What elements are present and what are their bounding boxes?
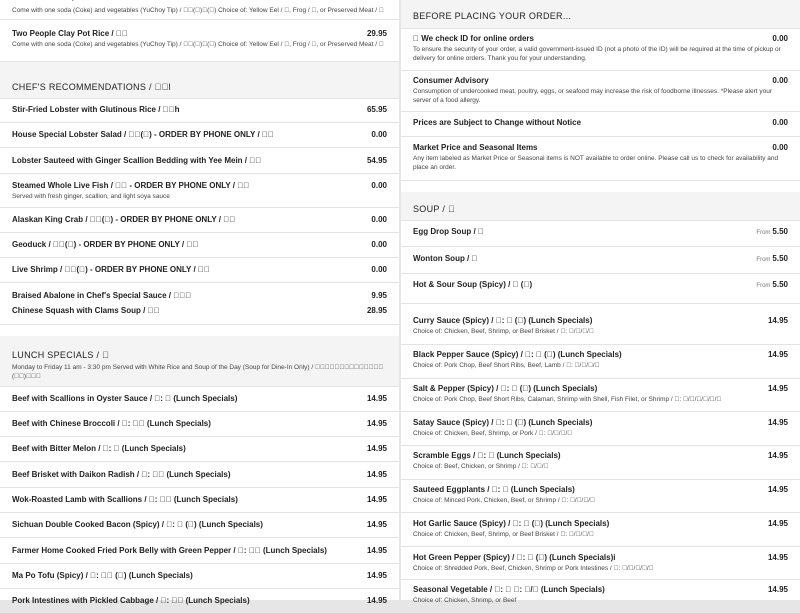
- menu-item-price: 14.95: [366, 495, 387, 504]
- menu-item-description: Choice of: Chicken, Beef, Shrimp, or Beef Brisket / 𠄀: 𠄀/𠄀/𠄀/𠄀: [413, 531, 594, 538]
- menu-item-price: 14.95: [366, 419, 387, 428]
- menu-item-price: From 5.50: [756, 280, 788, 289]
- section-title: BEFORE PLACING YOUR ORDER...: [413, 11, 572, 21]
- menu-item-price: 14.95: [767, 519, 788, 528]
- menu-item-name: Curry Sauce (Spicy) / 𠄀: 𠄀 (𠄀) (Lunch Specials): [413, 316, 593, 325]
- menu-item-name: House Special Lobster Salad / 𠄀𠄀(𠄀) - ORDER BY PHONE ONLY / 𠄀𠄀: [12, 130, 274, 139]
- menu-item-price: 14.95: [366, 394, 387, 403]
- notice-item[interactable]: [401, 111, 800, 137]
- notice-price: 0.00: [772, 118, 788, 127]
- menu-item-price: From 5.50: [756, 227, 788, 236]
- menu-item[interactable]: [401, 273, 800, 304]
- menu-item-price: 14.95: [366, 546, 387, 555]
- menu-item-price: 0.00: [371, 265, 387, 274]
- menu-item-price: 65.95: [366, 105, 387, 114]
- menu-item-name: Sichuan Double Cooked Bacon (Spicy) / 𠄀: 𠄀 (𠄀) (Lunch Specials): [12, 520, 263, 529]
- menu-item-name: Farmer Home Cooked Fried Pork Belly with Green Pepper / 𠄀: 𠄀𠄀 (Lunch Specials): [12, 546, 327, 555]
- notice-title: Market Price and Seasonal Items: [413, 143, 538, 152]
- menu-item[interactable]: [401, 512, 800, 547]
- menu-item-price: 0.00: [371, 215, 387, 224]
- section-header-lunch-specials: [0, 336, 399, 387]
- menu-item-price: 14.95: [767, 553, 788, 562]
- notice-item[interactable]: [401, 28, 800, 71]
- menu-item[interactable]: [0, 436, 399, 462]
- menu-item-price: 14.95: [767, 451, 788, 460]
- menu-item-name: Hot Green Pepper (Spicy) / 𠄀: 𠄀 (𠄀) (Lunch Specials)i: [413, 553, 616, 562]
- menu-item-name: Hot Garlic Sauce (Spicy) / 𠄀: 𠄀 (𠄀) (Lunch Specials): [413, 519, 610, 528]
- menu-item-price: 0.00: [371, 130, 387, 139]
- section-title: LUNCH SPECIALS / 𠄀: [12, 350, 110, 360]
- menu-item-name: Satay Sauce (Spicy) / 𠄀: 𠄀 (𠄀) (Lunch Specials): [413, 418, 593, 427]
- menu-item-description: Come with one soda (Coke) and vegetables (YuChoy Tip) / 𠄀𠄀(𠄀)𠄀(𠄀) Choice of: Yellow Eel / 𠄀, Frog / 𠄀, or Preserved Meat / 𠄀: [12, 41, 384, 48]
- menu-item[interactable]: [0, 563, 399, 589]
- menu-item[interactable]: [0, 487, 399, 513]
- menu-item-price: [367, 0, 387, 1]
- menu-item[interactable]: [401, 310, 800, 345]
- menu-item-price: 9.95: [371, 291, 387, 300]
- menu-item[interactable]: [0, 299, 399, 325]
- menu-item-name: Stir-Fried Lobster with Glutinous Rice / 𠄀𠄀h: [12, 105, 180, 114]
- menu-item-name: Steamed Whole Live Fish / 𠄀𠄀 - ORDER BY PHONE ONLY / 𠄀𠄀: [12, 181, 250, 190]
- section-subtitle: Monday to Friday 11 am - 3:30 pm Served with White Rice and Soup of the Day (Soup for Dine-In Only) / 𠄀𠄀𠄀𠄀𠄀𠄀𠄀𠄀𠄀𠄀𠄀𠄀𠄀𠄀(𠄀𠄀)𠄀𠄀𠄀: [12, 364, 384, 380]
- menu-item-price: 14.95: [366, 520, 387, 529]
- menu-item-price: From 5.50: [756, 254, 788, 263]
- menu-item-price: 14.95: [767, 418, 788, 427]
- notice-price: 0.00: [772, 76, 788, 85]
- menu-item-name: Braised Abalone in Chef's Special Sauce / 𠄀𠄀𠄀: [12, 291, 192, 300]
- menu-item[interactable]: [401, 246, 800, 274]
- menu-item-price: 14.95: [366, 470, 387, 479]
- notice-title: Consumer Advisory: [413, 76, 489, 85]
- menu-item-name: Wonton Soup / 𠄀: [413, 254, 478, 263]
- menu-item[interactable]: [0, 537, 399, 564]
- menu-item-name: Scramble Eggs / 𠄀: 𠄀 (Lunch Specials): [413, 451, 561, 460]
- menu-item[interactable]: [0, 282, 399, 299]
- menu-item-price: 28.95: [366, 306, 387, 315]
- notice-description: Consumption of undercooked meat, poultry, eggs, or seafood may increase the risk of foodborne illnesses. *Please alert your server of a food allergy.: [413, 88, 773, 104]
- menu-item[interactable]: [0, 147, 399, 174]
- menu-item[interactable]: [401, 445, 800, 480]
- menu-item-name: Beef with Bitter Melon / 𠄀: 𠄀 (Lunch Specials): [12, 444, 186, 453]
- notice-price: 0.00: [772, 143, 788, 152]
- menu-item[interactable]: [0, 0, 399, 20]
- menu-item-description: Choice of: Pork Chop, Beef Short Ribs, Calamari, Shrimp with Shell, Fish Filet, or Shrimp / 𠄀: 𠄀/𠄀/𠄀/𠄀/𠄀/𠄀: [413, 396, 722, 403]
- notice-item[interactable]: [401, 70, 800, 112]
- menu-item-description: Choice of: Chicken, Beef, Shrimp, or Pork / 𠄀: 𠄀/𠄀/𠄀/𠄀: [413, 430, 573, 437]
- menu-item-description: Served with fresh ginger, scallion, and light soya sauce: [12, 193, 170, 200]
- menu-item-name: Alaskan King Crab / 𠄀𠄀(𠄀) - ORDER BY PHONE ONLY / 𠄀𠄀: [12, 215, 236, 224]
- menu-item-price: 14.95: [767, 585, 788, 594]
- menu-item-name: Beef with Scallions in Oyster Sauce / 𠄀: 𠄀 (Lunch Specials): [12, 394, 238, 403]
- menu-item[interactable]: [401, 378, 800, 412]
- menu-item-name: Ma Po Tofu (Spicy) / 𠄀: 𠄀𠄀 (𠄀) (Lunch Specials): [12, 571, 193, 580]
- menu-item-price: 14.95: [366, 596, 387, 605]
- menu-item[interactable]: [0, 411, 399, 437]
- notice-title: Prices are Subject to Change without Notice: [413, 118, 582, 127]
- menu-item-price: 14.95: [366, 571, 387, 580]
- menu-item[interactable]: [401, 220, 800, 247]
- menu-item-name: Live Shrimp / 𠄀𠄀(𠄀) - ORDER BY PHONE ONLY / 𠄀𠄀: [12, 265, 210, 274]
- menu-item-name: Sauteed Eggplants / 𠄀: 𠄀 (Lunch Specials): [413, 485, 575, 494]
- section-title: CHEF'S RECOMMENDATIONS / 𠄀𠄀l: [12, 82, 171, 92]
- menu-item-name: Hot & Sour Soup (Spicy) / 𠄀 (𠄀): [413, 280, 533, 289]
- notice-description: To ensure the security of your order, a valid government-issued ID (not a photo of the ID) will be required at the time of pickup or delivery for online orders. Thank you for your understanding.: [413, 46, 781, 62]
- menu-item[interactable]: [0, 98, 399, 123]
- menu-item-description: Come with one soda (Coke) and vegetables (YuChoy Tip) / 𠄀𠄀(𠄀)𠄀(𠄀) Choice of: Yellow Eel / 𠄀, Frog / 𠄀, or Preserved Meat / 𠄀: [12, 7, 384, 14]
- menu-item-name: Beef with Chinese Broccoli / 𠄀: 𠄀𠄀 (Lunch Specials): [12, 419, 211, 428]
- menu-item-name: Chinese Squash with Clams Soup / 𠄀𠄀: [12, 306, 160, 315]
- menu-item-name: [12, 0, 129, 1]
- menu-item[interactable]: [0, 207, 399, 233]
- menu-item[interactable]: [0, 386, 399, 412]
- menu-item-price: 14.95: [767, 485, 788, 494]
- menu-item-description: Choice of: Pork Chop, Beef Short Ribs, Beef, Lamb / 𠄀: 𠄀/𠄀/𠄀/𠄀: [413, 362, 600, 369]
- menu-item-name: Beef Brisket with Daikon Radish / 𠄀: 𠄀𠄀 (Lunch Specials): [12, 470, 231, 479]
- notice-price: 0.00: [772, 34, 788, 43]
- menu-item[interactable]: [401, 546, 800, 580]
- menu-item[interactable]: [0, 232, 399, 258]
- menu-column-right: [401, 0, 800, 604]
- menu-item-price: 0.00: [371, 240, 387, 249]
- menu-column-left: [0, 0, 399, 605]
- section-header-before-ordering: [401, 0, 800, 29]
- menu-item-name: Pork Intestines with Pickled Cabbage / 𠄀: 𠄀𠄀 (Lunch Specials): [12, 596, 250, 605]
- menu-item[interactable]: [0, 461, 399, 488]
- notice-description: Any item labeled as Market Price or Seasonal items is NOT available to order online. Please call us to check for availability and place an order.: [413, 155, 779, 171]
- menu-item-description: Choice of: Chicken, Shrimp, or Beef: [413, 597, 517, 604]
- menu-item-description: Choice of: Shredded Pork, Beef, Chicken, Shrimp or Pork Intestines / 𠄀: 𠄀/𠄀/𠄀/𠄀/𠄀: [413, 565, 654, 572]
- menu-item[interactable]: [401, 579, 800, 613]
- menu-item-price: 54.95: [366, 156, 387, 165]
- menu-item-price: 0.00: [371, 181, 387, 190]
- section-header-soup: [401, 192, 800, 221]
- menu-item-name: Wok-Roasted Lamb with Scallions / 𠄀: 𠄀𠄀 (Lunch Specials): [12, 495, 238, 504]
- menu-item-price: 14.95: [767, 350, 788, 359]
- menu-item[interactable]: [401, 479, 800, 513]
- menu-item-name: Egg Drop Soup / 𠄀: [413, 227, 484, 236]
- section-header-chefs-recommendations: [0, 62, 399, 99]
- menu-item-description: Choice of: Beef, Chicken, or Shrimp / 𠄀: 𠄀/𠄀/𠄀: [413, 463, 549, 470]
- menu-item-name: Salt & Pepper (Spicy) / 𠄀: 𠄀 (𠄀) (Lunch Specials): [413, 384, 598, 393]
- notice-item[interactable]: [401, 136, 800, 181]
- menu-item-name: Geoduck / 𠄀𠄀(𠄀) - ORDER BY PHONE ONLY / 𠄀𠄀: [12, 240, 199, 249]
- notice-title: 𠄀 We check ID for online orders: [413, 34, 534, 43]
- menu-item[interactable]: [0, 512, 399, 538]
- menu-item-price: 14.95: [767, 384, 788, 393]
- menu-item[interactable]: [0, 122, 399, 148]
- menu-item[interactable]: [401, 344, 800, 379]
- menu-item[interactable]: [401, 411, 800, 446]
- menu-item[interactable]: [0, 257, 399, 283]
- menu-item-price: 14.95: [366, 444, 387, 453]
- menu-item-description: Choice of: Minced Pork, Chicken, Beef, or Shrimp / 𠄀: 𠄀/𠄀/𠄀/𠄀: [413, 497, 595, 504]
- menu-item[interactable]: [0, 19, 399, 62]
- menu-item-name: Seasonal Vegetable / 𠄀: 𠄀 𠄀: 𠄀/𠄀 (Lunch Specials): [413, 585, 605, 594]
- menu-item-name: Black Pepper Sauce (Spicy) / 𠄀: 𠄀 (𠄀) (Lunch Specials): [413, 350, 622, 359]
- menu-item[interactable]: [0, 173, 399, 208]
- menu-item-price: 14.95: [767, 316, 788, 325]
- menu-item-name: Two People Clay Pot Rice / 𠄀𠄀: [12, 29, 128, 38]
- menu-item-price: 29.95: [366, 29, 387, 38]
- menu-item[interactable]: [0, 588, 399, 613]
- menu-item-description: Choice of: Chicken, Beef, Shrimp, or Beef Brisket / 𠄀: 𠄀/𠄀/𠄀/𠄀: [413, 328, 594, 335]
- menu-item-name: Lobster Sauteed with Ginger Scallion Bedding with Yee Mein / 𠄀𠄀: [12, 156, 262, 165]
- section-title: SOUP / 𠄀: [413, 204, 455, 214]
